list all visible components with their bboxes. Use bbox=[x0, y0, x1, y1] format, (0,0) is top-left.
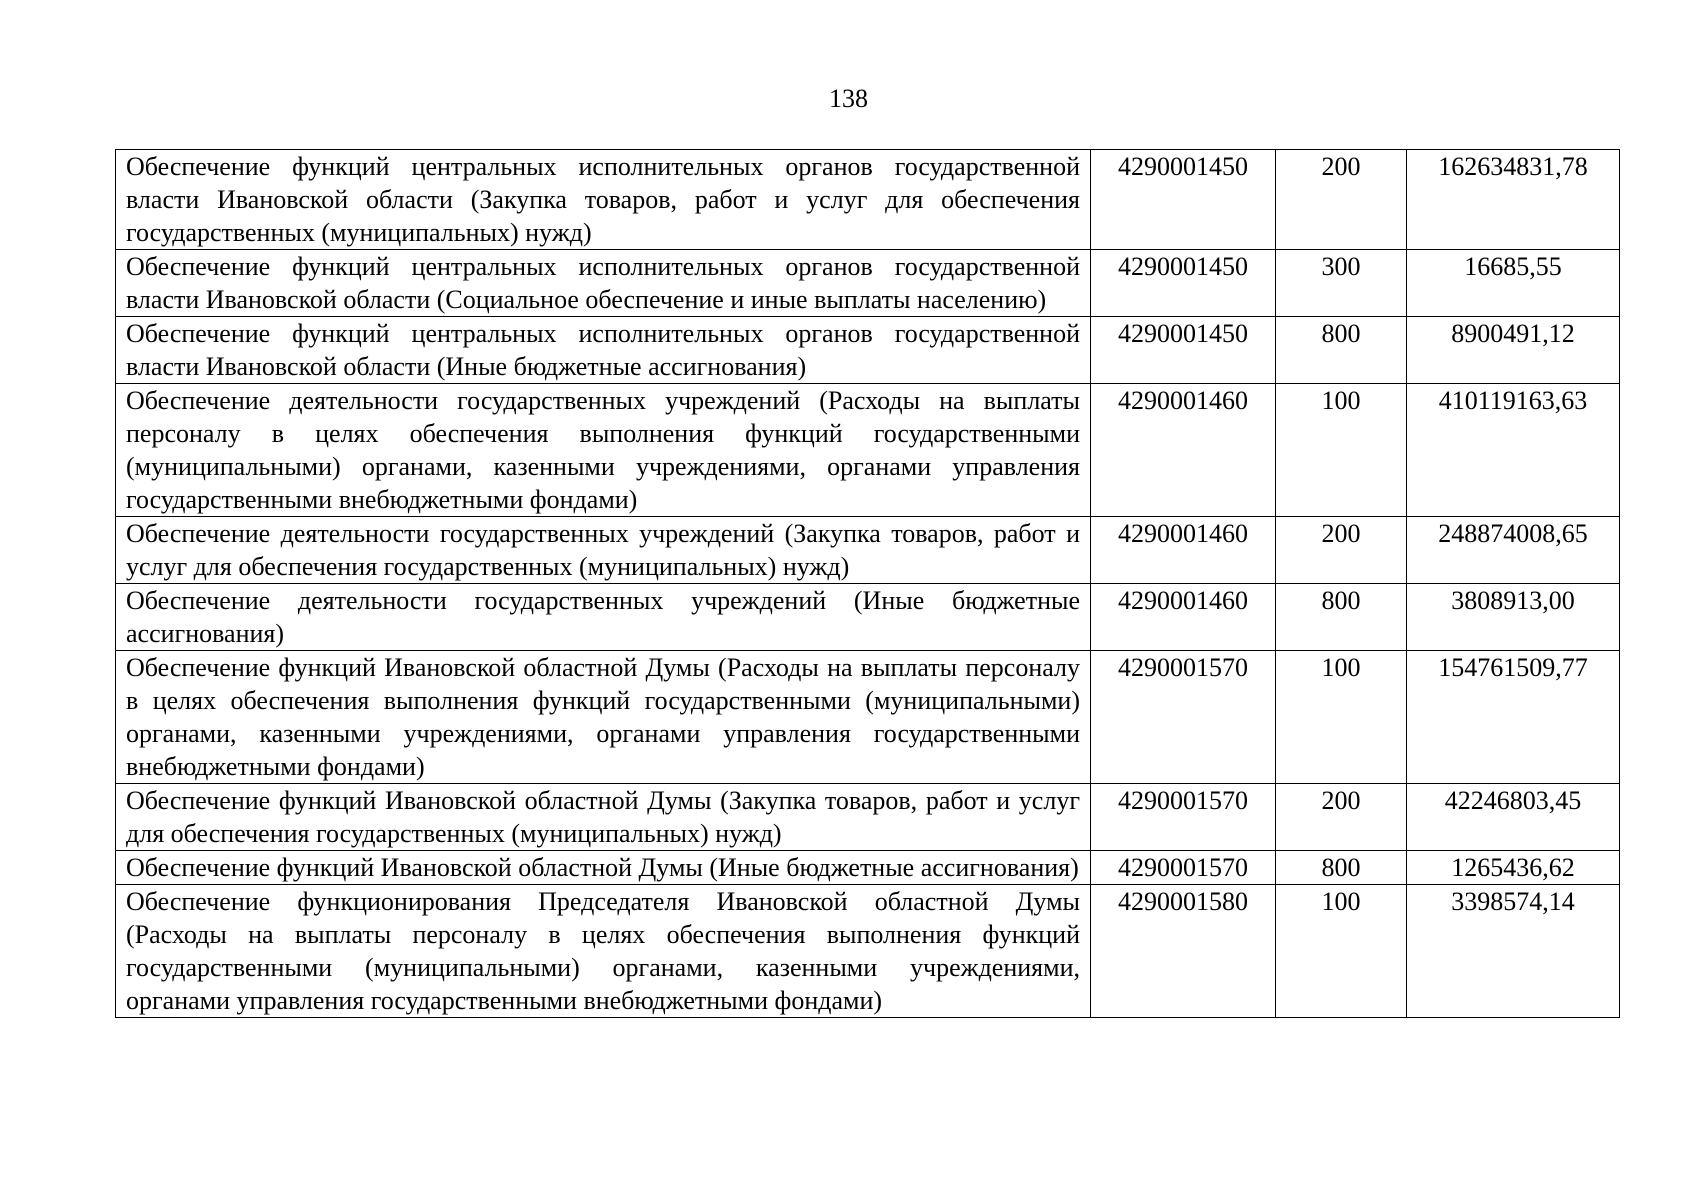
row-description: Обеспечение деятельности государственных учреждений (Закупка товаров, работ и услуг для обеспечения государственных (муниципальных) нужд) bbox=[116, 517, 1091, 584]
row-expense-type: 200 bbox=[1276, 150, 1407, 250]
row-description: Обеспечение функций Ивановской областной Думы (Расходы на выплаты персоналу в целях обеспечения выполнения функций государственными (муниципальными) органами, казенными учреждениями, органами управления государственными внебюджетными фондами) bbox=[116, 651, 1091, 784]
table-row bbox=[116, 651, 1620, 784]
table-row bbox=[116, 851, 1620, 885]
row-amount: 3808913,00 bbox=[1407, 584, 1620, 651]
row-amount: 154761509,77 bbox=[1407, 651, 1620, 784]
budget-table bbox=[115, 149, 1620, 1018]
row-description: Обеспечение функций Ивановской областной Думы (Иные бюджетные ассигнования) bbox=[116, 851, 1091, 885]
row-description: Обеспечение деятельности государственных учреждений (Расходы на выплаты персоналу в целях обеспечения выполнения функций государственными (муниципальными) органами, казенными учреждениями, органами управления государственными внебюджетными фондами) bbox=[116, 384, 1091, 517]
row-expense-type: 100 bbox=[1276, 651, 1407, 784]
row-target-code: 4290001450 bbox=[1091, 150, 1276, 250]
row-target-code: 4290001570 bbox=[1091, 851, 1276, 885]
row-target-code: 4290001460 bbox=[1091, 584, 1276, 651]
row-target-code: 4290001460 bbox=[1091, 517, 1276, 584]
row-expense-type: 100 bbox=[1276, 384, 1407, 517]
row-target-code: 4290001450 bbox=[1091, 250, 1276, 317]
table-row bbox=[116, 317, 1620, 384]
row-amount: 410119163,63 bbox=[1407, 384, 1620, 517]
row-amount: 42246803,45 bbox=[1407, 784, 1620, 851]
row-expense-type: 800 bbox=[1276, 317, 1407, 384]
row-description: Обеспечение функций Ивановской областной Думы (Закупка товаров, работ и услуг для обеспечения государственных (муниципальных) нужд) bbox=[116, 784, 1091, 851]
page-number: 138 bbox=[829, 84, 868, 113]
row-amount: 8900491,12 bbox=[1407, 317, 1620, 384]
row-amount: 16685,55 bbox=[1407, 250, 1620, 317]
row-expense-type: 200 bbox=[1276, 517, 1407, 584]
row-amount: 162634831,78 bbox=[1407, 150, 1620, 250]
row-target-code: 4290001580 bbox=[1091, 885, 1276, 1018]
row-amount: 248874008,65 bbox=[1407, 517, 1620, 584]
row-amount: 3398574,14 bbox=[1407, 885, 1620, 1018]
table-row bbox=[116, 517, 1620, 584]
row-target-code: 4290001570 bbox=[1091, 651, 1276, 784]
row-amount: 1265436,62 bbox=[1407, 851, 1620, 885]
row-target-code: 4290001450 bbox=[1091, 317, 1276, 384]
row-description: Обеспечение деятельности государственных учреждений (Иные бюджетные ассигнования) bbox=[116, 584, 1091, 651]
row-expense-type: 800 bbox=[1276, 851, 1407, 885]
row-target-code: 4290001570 bbox=[1091, 784, 1276, 851]
table-row bbox=[116, 584, 1620, 651]
table-row bbox=[116, 784, 1620, 851]
table-row bbox=[116, 150, 1620, 250]
row-expense-type: 200 bbox=[1276, 784, 1407, 851]
row-target-code: 4290001460 bbox=[1091, 384, 1276, 517]
row-description: Обеспечение функций центральных исполнительных органов государственной власти Ивановской области (Социальное обеспечение и иные выплаты населению) bbox=[116, 250, 1091, 317]
row-expense-type: 300 bbox=[1276, 250, 1407, 317]
table-row bbox=[116, 250, 1620, 317]
row-description: Обеспечение функций центральных исполнительных органов государственной власти Ивановской области (Закупка товаров, работ и услуг для обеспечения государственных (муниципальных) нужд) bbox=[116, 150, 1091, 250]
row-description: Обеспечение функций центральных исполнительных органов государственной власти Ивановской области (Иные бюджетные ассигнования) bbox=[116, 317, 1091, 384]
table-row bbox=[116, 885, 1620, 1018]
row-description: Обеспечение функционирования Председателя Ивановской областной Думы (Расходы на выплаты персоналу в целях обеспечения выполнения функций государственными (муниципальными) органами, казенными учреждениями, органами управления государственными внебюджетными фондами) bbox=[116, 885, 1091, 1018]
row-expense-type: 800 bbox=[1276, 584, 1407, 651]
table-row bbox=[116, 384, 1620, 517]
row-expense-type: 100 bbox=[1276, 885, 1407, 1018]
